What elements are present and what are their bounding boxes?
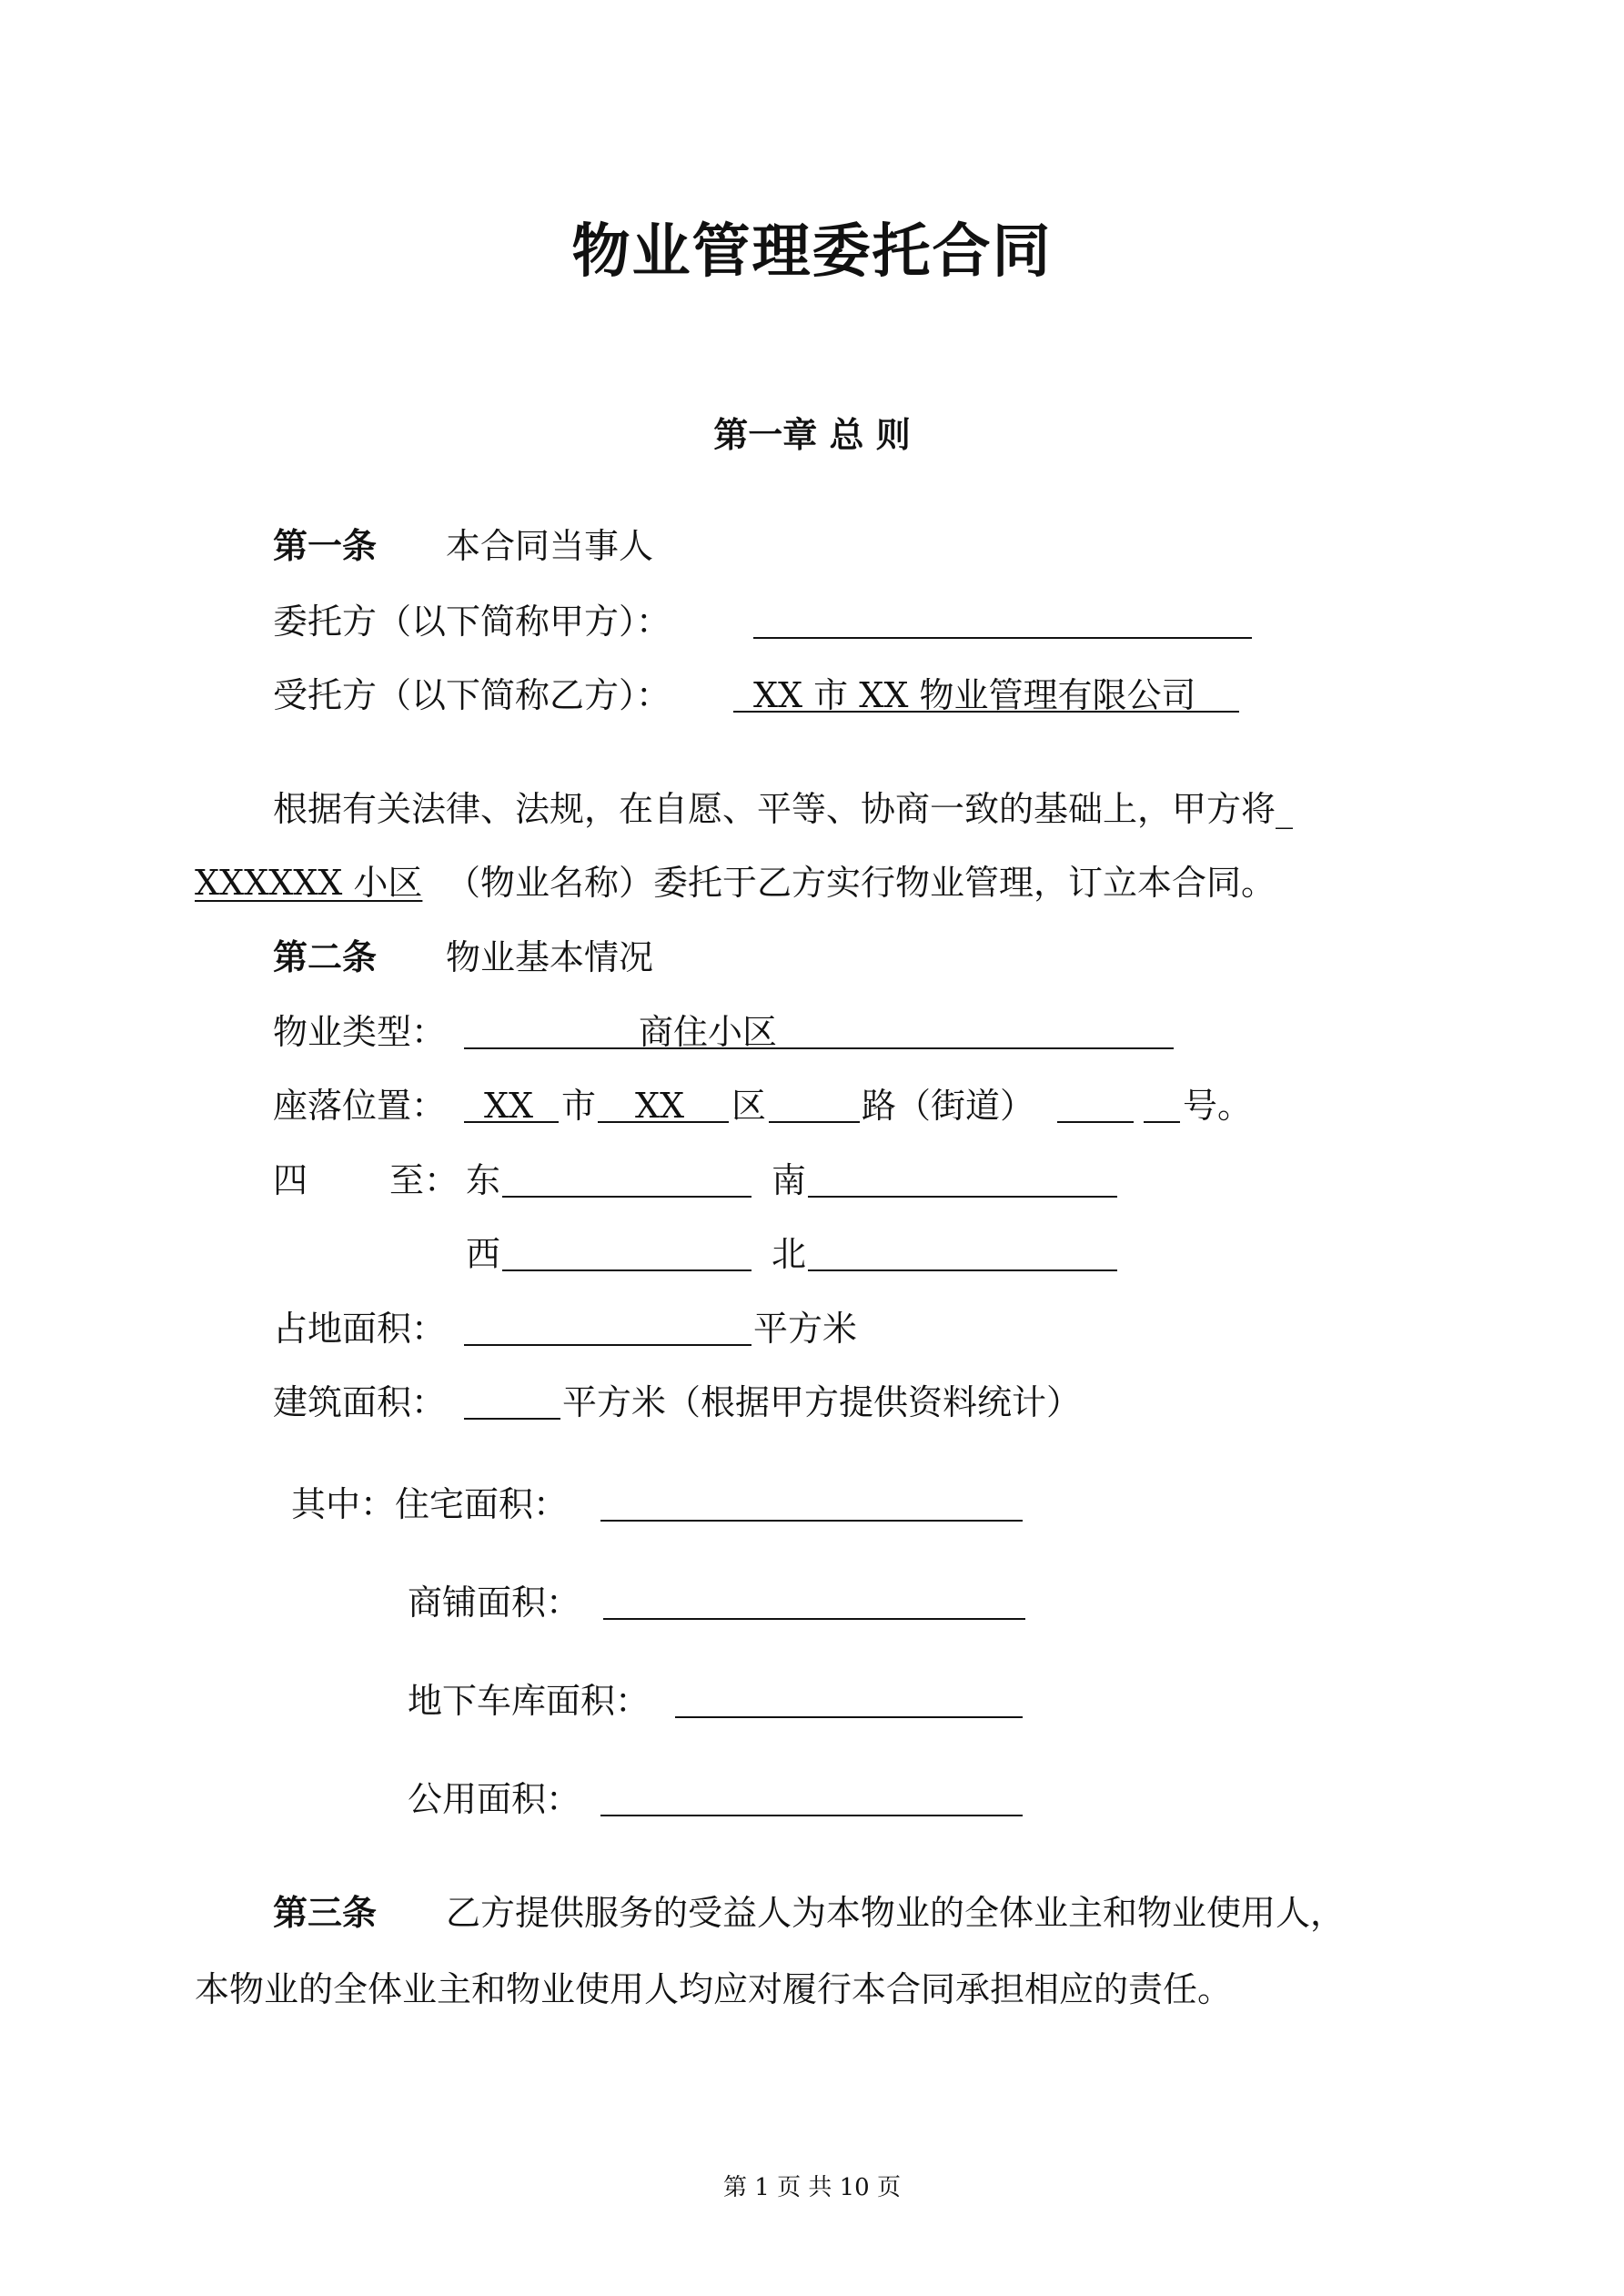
article3-text-line2: 本物业的全体业主和物业使用人均应对履行本合同承担相应的责任。 <box>195 1969 1233 2009</box>
boundary-north-blank <box>808 1269 1117 1271</box>
land-area-label: 占地面积： <box>273 1309 447 1349</box>
article3-text-line1: 乙方提供服务的受益人为本物业的全体业主和物业使用人， <box>446 1893 1346 1933</box>
property-type-label: 物业类型： <box>273 1012 447 1052</box>
boundary-east-blank <box>502 1196 751 1198</box>
party-a-label: 委托方（以下简称甲方）： <box>273 602 671 642</box>
article2-label: 第二条 <box>273 936 378 977</box>
boundary-west-label: 西 <box>466 1234 501 1274</box>
location-city-suffix: 市 <box>561 1086 597 1126</box>
article1-intro-line1: 根据有关法律、法规，在自愿、平等、协商一致的基础上，甲方将_ <box>273 789 1294 829</box>
article3-label: 第三条 <box>273 1892 378 1933</box>
property-name: XXXXXX 小区 <box>195 863 423 903</box>
boundary-west-blank <box>502 1269 751 1271</box>
article2-heading: 物业基本情况 <box>446 937 654 977</box>
chapter-heading: 第一章 总 则 <box>713 414 911 455</box>
location-number-blank-2 <box>1144 1121 1180 1123</box>
location-number-suffix: 号。 <box>1183 1086 1253 1126</box>
residential-area-label: 其中：住宅面积： <box>291 1484 569 1524</box>
location-district: XX <box>635 1086 685 1126</box>
location-city: XX <box>484 1086 534 1126</box>
boundary-east-label: 东 <box>466 1160 501 1200</box>
party-a-blank <box>753 637 1252 639</box>
land-area-unit: 平方米 <box>753 1309 858 1349</box>
document-title: 物业管理委托合同 <box>571 217 1053 286</box>
building-area-unit: 平方米（根据甲方提供资料统计） <box>562 1382 1082 1422</box>
location-road-suffix: 路（街道） <box>862 1086 1035 1126</box>
boundary-label-2: 至： <box>389 1160 459 1200</box>
building-area-label: 建筑面积： <box>273 1382 447 1422</box>
location-label: 座落位置： <box>273 1086 447 1126</box>
boundary-north-label: 北 <box>772 1234 807 1274</box>
garage-area-label: 地下车库面积： <box>408 1681 651 1721</box>
land-area-blank <box>464 1344 751 1346</box>
boundary-south-blank <box>808 1196 1117 1198</box>
residential-area-blank <box>600 1520 1023 1522</box>
public-area-label: 公用面积： <box>408 1779 581 1819</box>
article1-intro-line2: （物业名称）委托于乙方实行物业管理，订立本合同。 <box>446 863 1276 903</box>
property-type-value: 商住小区 <box>639 1012 778 1052</box>
party-b-value: XX 市 XX 物业管理有限公司 <box>753 675 1196 715</box>
article1-heading: 本合同当事人 <box>446 526 654 566</box>
article1-label: 第一条 <box>273 525 378 566</box>
garage-area-blank <box>675 1716 1023 1718</box>
location-number-blank <box>1057 1121 1134 1123</box>
location-district-suffix: 区 <box>731 1086 767 1126</box>
party-b-label: 受托方（以下简称乙方）： <box>273 675 671 715</box>
building-area-blank <box>464 1418 560 1420</box>
location-road-blank <box>769 1121 860 1123</box>
public-area-blank <box>600 1815 1023 1816</box>
boundary-label-1: 四 <box>273 1160 308 1200</box>
page-number: 第 1 页 共 10 页 <box>723 2174 901 2201</box>
shop-area-blank <box>603 1618 1025 1620</box>
boundary-south-label: 南 <box>772 1160 807 1200</box>
shop-area-label: 商铺面积： <box>408 1583 581 1623</box>
property-type-underline <box>464 1047 1174 1049</box>
